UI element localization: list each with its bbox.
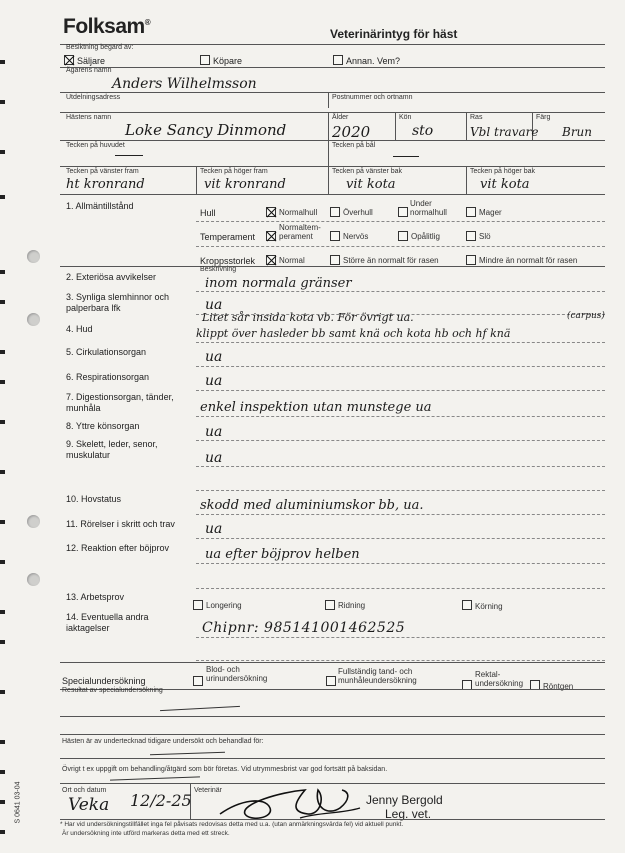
digestion-label: 7. Digestionsorgan, tänder, munhåla <box>66 392 174 413</box>
special-label: Specialundersökning <box>62 676 146 686</box>
date-value: 12/2-25 <box>130 791 192 810</box>
respiration-label: 6. Respirationsorgan <box>66 372 150 382</box>
punch-hole <box>27 250 40 263</box>
option-mager: Mager <box>479 208 502 217</box>
description-label: Beskrivning <box>200 266 237 273</box>
form-code: S 0641 03-04 <box>14 781 22 824</box>
form-title: Veterinärintyg för häst <box>330 27 458 41</box>
special-result-label: Resultat av specialundersökning <box>62 687 163 694</box>
edge-mark <box>0 520 5 524</box>
exterior-label: 2. Exteriösa avvikelser <box>66 272 157 282</box>
mucous-value: ua <box>205 297 223 313</box>
color-label: Färg <box>536 114 551 121</box>
checkbox-driving[interactable] <box>462 600 472 610</box>
checkbox-blood-urine[interactable] <box>193 676 203 686</box>
checkbox-buyer[interactable] <box>200 55 210 65</box>
checkbox-other[interactable] <box>333 55 343 65</box>
skin-value-line2: klippt över hasleder bb samt knä och kota hb och hf knä <box>196 327 511 340</box>
back-right-marks: vit kota <box>480 177 530 192</box>
circulation-value: ua <box>205 349 223 365</box>
edge-mark <box>0 640 5 644</box>
punch-hole <box>27 573 40 586</box>
hoof-value: skodd med aluminiumskor bb, ua. <box>200 498 424 513</box>
footnote-ua: * Har vid undersökningstillfället inga fel påvisats redovisas detta med u.a. (utan anmärkningsvärda fel) vid aktuell punkt. <box>60 821 404 828</box>
skeleton-value: ua <box>205 450 223 466</box>
hoof-label: 10. Hovstatus <box>66 494 122 504</box>
option-slow: Slö <box>479 232 491 241</box>
checkbox-underhull[interactable] <box>398 207 408 217</box>
horse-name: Loke Sancy Dinmond <box>125 121 287 139</box>
edge-mark <box>0 470 5 474</box>
back-right-label: Tecken på höger bak <box>470 168 535 175</box>
horse-name-label: Hästens namn <box>66 114 112 121</box>
respiration-value: ua <box>205 373 223 389</box>
size-label: Kroppsstorlek <box>200 256 256 266</box>
option-other: Annan. Vem? <box>346 56 401 66</box>
flexion-value: ua efter böjprov helben <box>205 547 360 562</box>
checkbox-unreliable[interactable] <box>398 231 408 241</box>
horse-sex: sto <box>412 123 434 139</box>
back-left-label: Tecken på vänster bak <box>332 168 403 175</box>
digestion-value: enkel inspektion utan munstege ua <box>200 400 432 415</box>
checkbox-normalhull[interactable] <box>266 207 276 217</box>
skeleton-label: 9. Skelett, leder, senor, muskulatur <box>66 439 158 460</box>
owner-label: Ägarens namn <box>66 67 112 74</box>
checkbox-smaller[interactable] <box>466 255 476 265</box>
option-blood-urine: Blod- och urinundersökning <box>206 665 268 683</box>
checkbox-overhull[interactable] <box>330 207 340 217</box>
body-marks-dash <box>393 156 419 157</box>
front-right-marks: vit kronrand <box>204 177 286 192</box>
other-dash <box>110 776 200 780</box>
edge-mark <box>0 300 5 304</box>
option-overhull: Överhull <box>343 208 373 217</box>
edge-mark <box>0 560 5 564</box>
skin-note: (carpus) <box>567 311 605 321</box>
genitals-value: ua <box>205 424 223 440</box>
place-date-label: Ort och datum <box>62 787 107 794</box>
head-marks-dash <box>115 155 143 156</box>
head-marks-label: Tecken på huvudet <box>66 142 125 149</box>
option-seller: Säljare <box>77 56 106 66</box>
breed-label: Ras <box>470 114 483 121</box>
footnote-not-done: Är undersökning inte utförd markeras detta med ett streck. <box>62 830 230 837</box>
place-value: Veka <box>68 795 110 815</box>
workout-label: 13. Arbetsprov <box>66 592 125 602</box>
edge-mark <box>0 100 5 104</box>
purchase-label: Besiktning begärd av: <box>66 44 134 51</box>
horse-age: 2020 <box>332 123 371 141</box>
checkbox-larger[interactable] <box>330 255 340 265</box>
option-dental: Fullständig tand- och munhåleundersökning <box>338 667 417 685</box>
skin-value-line1: Litet sår insida kota vb. För övrigt ua. <box>202 311 414 324</box>
hull-label: Hull <box>200 208 216 218</box>
horse-breed: Vbl travare <box>470 125 539 139</box>
postal-label: Postnummer och ortnamn <box>332 94 413 101</box>
checkbox-normalsize[interactable] <box>266 255 276 265</box>
checkbox-longering[interactable] <box>193 600 203 610</box>
edge-mark <box>0 380 5 384</box>
edge-mark <box>0 610 5 614</box>
option-larger: Större än normalt för rasen <box>343 256 439 265</box>
option-riding: Ridning <box>338 601 366 610</box>
checkbox-mager[interactable] <box>466 207 476 217</box>
owner-name: Anders Wilhelmsson <box>112 76 257 92</box>
option-smaller: Mindre än normalt för rasen <box>479 256 578 265</box>
mucous-label: 3. Synliga slemhinnor och palperbara lfk <box>66 292 170 313</box>
movement-value: ua <box>205 521 223 537</box>
flexion-label: 12. Reaktion efter böjprov <box>66 543 170 553</box>
brand-logo: Folksam® <box>63 15 151 38</box>
edge-mark <box>0 150 5 154</box>
option-rectal: Rektal- undersökning <box>475 670 524 688</box>
checkbox-normaltemperament[interactable] <box>266 231 276 241</box>
option-normalhull: Normalhull <box>279 208 318 217</box>
previous-label: Hästen är av undertecknad tidigare undersökt och behandlad för: <box>62 738 264 745</box>
edge-mark <box>0 195 5 199</box>
exterior-value: inom normala gränser <box>205 276 352 291</box>
temperament-label: Temperament <box>200 232 256 242</box>
option-nervous: Nervös <box>343 232 369 241</box>
checkbox-slow[interactable] <box>466 231 476 241</box>
checkbox-nervous[interactable] <box>330 231 340 241</box>
previous-dash <box>150 752 225 756</box>
option-buyer: Köpare <box>213 56 243 66</box>
option-underhull: Under normalhull <box>410 199 447 217</box>
general-label: 1. Allmäntillstånd <box>66 201 134 211</box>
option-driving: Körning <box>475 602 503 611</box>
option-unreliable: Opålitlig <box>411 232 440 241</box>
checkbox-dental[interactable] <box>326 676 336 686</box>
vet-name-stamp: Jenny Bergold <box>366 793 443 807</box>
vet-title-stamp: Leg. vet. <box>385 807 432 821</box>
front-left-marks: ht kronrand <box>66 177 145 192</box>
option-longering: Longering <box>206 601 242 610</box>
other-observations-label: 14. Eventuella andra iaktagelser <box>66 612 149 633</box>
back-left-marks: vit kota <box>346 177 396 192</box>
address-label: Utdelningsadress <box>66 94 121 101</box>
edge-mark <box>0 690 5 694</box>
checkbox-seller[interactable] <box>64 55 74 65</box>
other-label: Övrigt t ex uppgift om behandling/åtgärd som bör företas. Vid utrymmesbrist var god fortsätt på baksidan. <box>62 766 388 773</box>
edge-mark <box>0 740 5 744</box>
edge-mark <box>0 770 5 774</box>
edge-mark <box>0 420 5 424</box>
edge-mark <box>0 800 5 804</box>
age-label: Ålder <box>332 114 349 121</box>
checkbox-riding[interactable] <box>325 600 335 610</box>
circulation-label: 5. Cirkulationsorgan <box>66 347 147 357</box>
edge-mark <box>0 270 5 274</box>
front-right-label: Tecken på höger fram <box>200 168 268 175</box>
vet-label: Veterinär <box>194 787 223 794</box>
option-xray: Röntgen <box>543 682 574 691</box>
edge-mark <box>0 830 5 834</box>
horse-color: Brun <box>562 125 593 139</box>
special-result-dash <box>160 706 240 711</box>
skin-label: 4. Hud <box>66 324 93 334</box>
option-normaltemperament: Normaltem- perament <box>279 223 321 241</box>
genitals-label: 8. Yttre könsorgan <box>66 421 140 431</box>
movement-label: 11. Rörelser i skritt och trav <box>66 519 175 529</box>
front-left-label: Tecken på vänster fram <box>66 168 139 175</box>
body-marks-label: Tecken på bål <box>332 142 376 149</box>
edge-mark <box>0 60 5 64</box>
option-normalsize: Normal <box>279 256 305 265</box>
chip-number: Chipnr: 985141001462525 <box>202 620 406 636</box>
edge-mark <box>0 350 5 354</box>
punch-hole <box>27 515 40 528</box>
sex-label: Kön <box>399 114 412 121</box>
punch-hole <box>27 313 40 326</box>
